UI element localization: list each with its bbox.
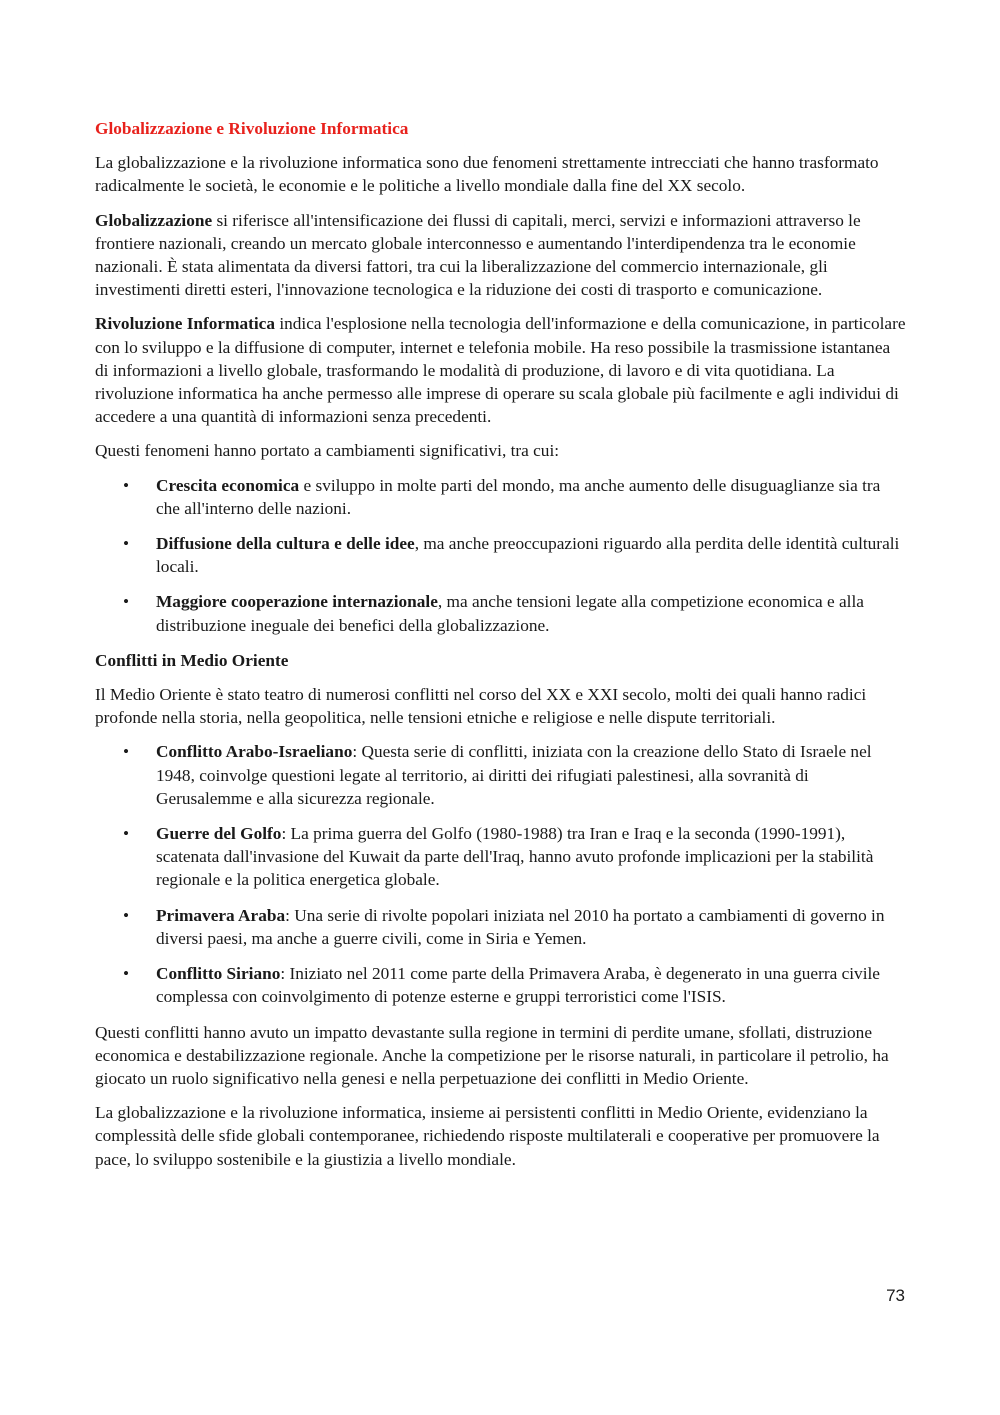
paragraph-changes-intro: Questi fenomeni hanno portato a cambiamenti significativi, tra cui: <box>95 441 560 461</box>
paragraph-globalization <box>95 209 907 302</box>
list-item-term: Conflitto Siriano <box>156 964 281 984</box>
list-item-text: : La prima guerra del Golfo (1980-1988) tra Iran e Iraq e la seconda (1990-1991), scatenata dall'invasione del Kuwait da parte dell'Iraq, hanno avuto profonde implicazioni per la stabilità regionale e la politica energetica globale. <box>156 824 874 890</box>
paragraph-middle-east-intro: Il Medio Oriente è stato teatro di numerosi conflitti nel corso del XX e XXI secolo, molti dei quali hanno radici profonde nella storia, nella geopolitica, nelle tensioni etniche e religiose e nelle dispute territoriali. <box>95 685 867 728</box>
conflicts-list <box>95 740 907 1008</box>
list-item <box>95 904 907 950</box>
bullet-icon: • <box>123 905 130 925</box>
list-item-term: Maggiore cooperazione internazionale <box>156 592 438 612</box>
list-item <box>95 590 907 636</box>
bullet-icon: • <box>123 824 130 844</box>
term-revolution: Rivoluzione Informatica <box>95 314 275 334</box>
page-number: 73 <box>886 1286 905 1305</box>
bullet-icon: • <box>123 592 130 612</box>
list-item-text: e sviluppo in molte parti del mondo, ma anche aumento delle disuguaglianze sia tra che all'interno delle nazioni. <box>156 475 881 518</box>
section-title-middle-east: Conflitti in Medio Oriente <box>95 650 289 670</box>
list-item-text: : Iniziato nel 2011 come parte della Primavera Araba, è degenerato in una guerra civile complessa con coinvolgimento di potenze esterne e gruppi terroristici come l'ISIS. <box>156 964 880 1007</box>
list-item-term: Primavera Araba <box>156 905 286 925</box>
list-item-text: : Questa serie di conflitti, iniziata con la creazione dello Stato di Israele nel 1948, coinvolge questioni legate al territorio, ai diritti dei rifugiati palestinesi, alla sovranità di Gerusalemme e alla sicurezza regionale. <box>156 742 872 808</box>
paragraph-intro: La globalizzazione e la rivoluzione informatica sono due fenomeni strettamente intrecciati che hanno trasformato radicalmente le società, le economie e le politiche a livello mondiale dalla fine del XX secolo. <box>95 153 879 196</box>
list-item <box>95 822 907 892</box>
bullet-icon: • <box>123 742 130 762</box>
list-item-term: Diffusione della cultura e delle idee <box>156 534 415 554</box>
list-item-text: : Una serie di rivolte popolari iniziata nel 2010 ha portato a cambiamenti di governo in diversi paesi, ma anche a guerre civili, come in Siria e Yemen. <box>156 905 885 948</box>
list-item-term: Guerre del Golfo <box>156 824 282 844</box>
term-globalization: Globalizzazione <box>95 210 213 230</box>
list-item-text: , ma anche tensioni legate alla competizione economica e alla distribuzione ineguale dei benefici della globalizzazione. <box>156 592 864 635</box>
revolution-text: indica l'esplosione nella tecnologia dell'informazione e della comunicazione, in particolare con lo sviluppo e la diffusione di computer, internet e telefonia mobile. Ha reso possibile la trasmissione istantanea di informazioni a livello globale, trasformando le modalità di produzione, di lavoro e di vita quotidiana. La rivoluzione informatica ha anche permesso alle imprese di operare su scala globale più facilmente e agli individui di accedere a una quantità di informazioni senza precedenti. <box>95 314 906 427</box>
bullet-icon: • <box>123 534 130 554</box>
list-item-term: Crescita economica <box>156 475 300 495</box>
section-title-globalization: Globalizzazione e Rivoluzione Informatica <box>95 119 409 138</box>
changes-list <box>95 474 907 637</box>
bullet-icon: • <box>123 964 130 984</box>
bullet-icon: • <box>123 475 130 495</box>
list-item <box>95 474 907 520</box>
page-content <box>95 117 907 1182</box>
list-item-text: , ma anche preoccupazioni riguardo alla perdita delle identità culturali locali. <box>156 534 900 577</box>
list-item <box>95 962 907 1008</box>
paragraph-impact: Questi conflitti hanno avuto un impatto devastante sulla regione in termini di perdite umane, sfollati, distruzione economica e destabilizzazione regionale. Anche la competizione per le risorse naturali, in particolare il petrolio, ha giocato un ruolo significativo nella genesi e nella perpetuazione dei conflitti in Medio Oriente. <box>95 1022 889 1088</box>
globalization-text: si riferisce all'intensificazione dei flussi di capitali, merci, servizi e informazioni attraverso le frontiere nazionali, creando un mercato globale interconnesso e aumentando l'interdipendenza tra le economie nazionali. È stata alimentata da diversi fattori, tra cui la liberalizzazione del commercio internazionale, gli investimenti diretti esteri, l'innovazione tecnologica e la riduzione dei costi di trasporto e comunicazione. <box>95 210 861 300</box>
list-item <box>95 740 907 810</box>
list-item-term: Conflitto Arabo-Israeliano <box>156 742 353 762</box>
paragraph-conclusion: La globalizzazione e la rivoluzione informatica, insieme ai persistenti conflitti in Medio Oriente, evidenziano la complessità delle sfide globali contemporanee, richiedendo risposte multilaterali e cooperative per promuovere la pace, lo sviluppo sostenibile e la giustizia a livello mondiale. <box>95 1103 880 1169</box>
paragraph-revolution <box>95 312 907 428</box>
list-item <box>95 532 907 578</box>
